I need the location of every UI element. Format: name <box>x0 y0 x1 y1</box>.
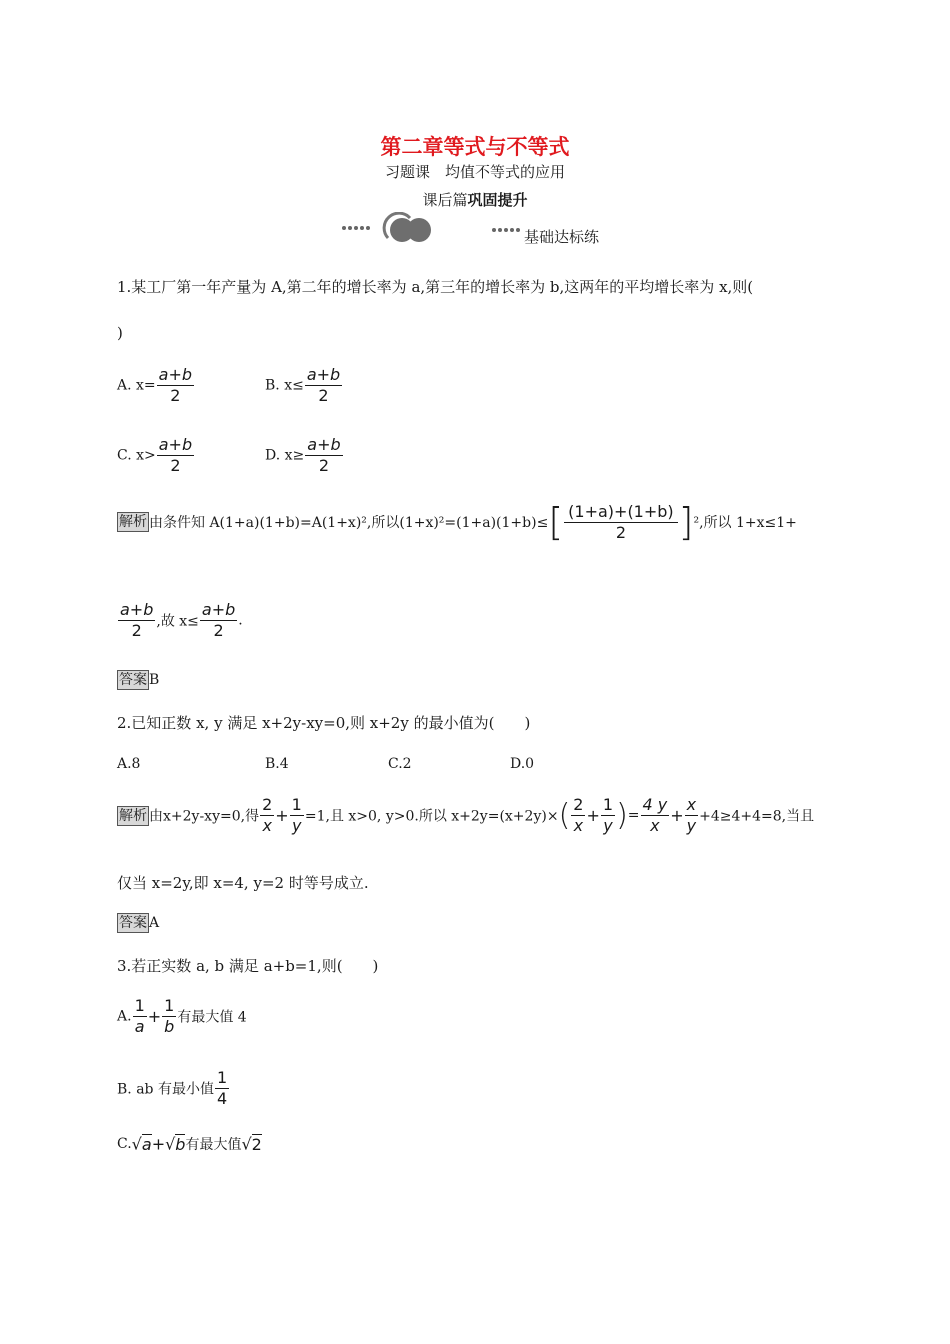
frac-num: 1 <box>164 996 175 1015</box>
q2-option-a: A.8 <box>117 756 141 772</box>
analysis-badge: 解析 <box>119 514 147 530</box>
sqrt-icon: √ <box>241 1134 252 1154</box>
radicand: 2 <box>251 1134 262 1154</box>
frac-num: a+b <box>201 600 236 619</box>
radical-a <box>132 1134 152 1154</box>
frac-num: a+b <box>158 435 193 454</box>
q1-analysis-line2 <box>117 600 243 641</box>
q1-analysis <box>117 500 797 544</box>
q2-an-3: = <box>627 807 640 824</box>
q1-option-b <box>265 365 343 406</box>
frac-num: 2 <box>262 795 273 814</box>
radical-2 <box>241 1134 261 1154</box>
analysis-badge: 解析 <box>119 807 147 824</box>
q1-option-d <box>265 435 344 476</box>
q2-analysis-line2: 仅当 x=2y,即 x=4, y=2 时等号成立. <box>117 874 369 892</box>
tier-decoration-icon <box>340 212 540 244</box>
q2-frac-1y <box>290 795 304 836</box>
q1-option-c-label: C. x> <box>117 447 156 464</box>
q1-option-b-label: B. x≤ <box>265 377 304 394</box>
q3-frac-1a <box>133 996 147 1037</box>
q1-option-d-fraction <box>305 435 342 476</box>
q2-an-prefix: 由 <box>149 808 163 825</box>
q1-line2-end: . <box>238 612 243 629</box>
q1-option-c <box>117 435 195 476</box>
q2-option-b: B.4 <box>265 756 289 772</box>
q1-stem-end: ) <box>117 324 123 342</box>
q3-option-c <box>117 1134 262 1154</box>
frac-num: 1 <box>134 996 145 1015</box>
radicand: b <box>175 1134 186 1154</box>
q2-an-2: =1,且 x>0, y>0.所以 x+2y=(x+2y)× <box>304 808 559 825</box>
frac-den: x <box>650 816 660 835</box>
q2-frac-1y-b <box>601 795 615 836</box>
frac-den: a <box>134 1017 145 1036</box>
right-paren: ) <box>616 798 628 833</box>
tier-label: 基础达标练 <box>524 228 600 246</box>
q1-option-a-label: A. x= <box>117 377 156 394</box>
left-paren: ( <box>558 798 571 833</box>
frac-den: x <box>262 816 272 835</box>
q3-option-a-prefix: A. <box>117 1008 132 1025</box>
left-bracket: [ <box>548 500 564 544</box>
frac-num: a+b <box>120 600 154 619</box>
frac-num: a+b <box>158 365 193 384</box>
frac-num: 1 <box>602 795 614 814</box>
radicand: a <box>141 1134 152 1154</box>
q2-an-1: x+2y-xy=0,得 <box>163 808 260 825</box>
q3-option-b <box>117 1068 230 1109</box>
frac-den: 2 <box>170 386 181 405</box>
section-heading <box>0 189 950 210</box>
frac-num: a+b <box>307 435 341 454</box>
q3-frac-1b <box>162 996 176 1037</box>
q1-line2-mid: ,故 x≤ <box>156 613 199 630</box>
sqrt-icon: √ <box>131 1134 142 1154</box>
q2-option-c: C.2 <box>388 756 412 772</box>
q3-option-a-suffix: 有最大值 4 <box>177 1009 247 1026</box>
frac-num: 4 y <box>642 795 668 814</box>
plus-sign: + <box>147 1007 162 1026</box>
q3-option-a <box>117 996 247 1037</box>
q2-analysis <box>117 795 814 836</box>
q3-option-c-prefix: C. <box>117 1136 132 1152</box>
q2-answer-value: A <box>149 915 160 931</box>
q2-frac-xy <box>685 795 698 836</box>
q2-stem: 2.已知正数 x, y 满足 x+2y-xy=0,则 x+2y 的最小值为( ) <box>117 714 531 732</box>
q1-bracket-fraction <box>564 502 678 543</box>
tier-banner <box>340 212 540 248</box>
q1-analysis-text: 由条件知 A(1+a)(1+b)=A(1+x)²,所以(1+x)²=(1+a)(1+b)≤ <box>149 515 549 531</box>
sqrt-icon: √ <box>165 1134 176 1154</box>
frac-den: y <box>292 816 302 835</box>
q1-option-a-fraction <box>157 365 194 406</box>
q1-analysis-fraction-1 <box>118 600 155 641</box>
q2-option-d: D.0 <box>510 756 535 772</box>
q2-frac-2x-b <box>571 795 585 836</box>
q1-option-c-fraction <box>157 435 194 476</box>
q1-analysis-fraction-2 <box>200 600 237 641</box>
frac-den: 2 <box>213 621 224 640</box>
q2-answer <box>117 913 159 933</box>
lesson-subtitle: 习题课 均值不等式的应用 <box>384 163 565 181</box>
radical-b <box>165 1134 185 1154</box>
frac-den: b <box>164 1017 175 1036</box>
frac-den: 2 <box>170 456 181 475</box>
frac-den: 2 <box>318 386 329 405</box>
section-bold: 巩固提升 <box>467 191 528 209</box>
frac-den: x <box>573 816 584 835</box>
q1-analysis-tail: ²,所以 1+x≤1+ <box>693 515 797 531</box>
frac-den: y <box>603 816 613 835</box>
q3-frac-1-4 <box>215 1068 229 1109</box>
answer-badge: 答案 <box>119 915 147 931</box>
frac-num: (1+a)+(1+b) <box>564 502 678 523</box>
q1-option-a <box>117 365 195 406</box>
plus-sign: + <box>151 1134 166 1154</box>
q1-option-d-label: D. x≥ <box>265 447 305 464</box>
answer-badge: 答案 <box>119 672 147 688</box>
frac-den: 2 <box>318 456 330 475</box>
section-prefix: 课后篇 <box>422 191 468 209</box>
q2-frac-4yx <box>641 795 670 836</box>
right-bracket: ] <box>678 500 694 544</box>
q2-frac-2x <box>260 795 274 836</box>
frac-den: 2 <box>615 522 626 542</box>
q3-option-c-suffix: 有最大值 <box>185 1137 242 1153</box>
q1-option-b-fraction <box>305 365 342 406</box>
frac-den: y <box>686 816 697 835</box>
q1-stem: 1.某工厂第一年产量为 A,第二年的增长率为 a,第三年的增长率为 b,这两年的平均增长率为 x,则( <box>117 278 754 296</box>
plus-sign: + <box>670 806 684 825</box>
plus-sign: + <box>586 806 600 825</box>
q1-answer-value: B <box>149 672 160 688</box>
q1-answer <box>117 670 159 690</box>
frac-den: 2 <box>131 621 142 640</box>
frac-num: 1 <box>216 1068 228 1087</box>
frac-den: 4 <box>216 1089 228 1108</box>
q2-an-4: +4≥4+4=8,当且 <box>699 808 815 825</box>
frac-num: a+b <box>306 365 341 384</box>
frac-num: 1 <box>291 795 302 814</box>
frac-num: 2 <box>573 795 584 814</box>
page-title: 第二章等式与不等式 <box>380 134 570 159</box>
q3-stem: 3.若正实数 a, b 满足 a+b=1,则( ) <box>117 957 379 975</box>
q3-option-b-prefix: B. ab 有最小值 <box>117 1081 214 1098</box>
plus-sign: + <box>275 806 289 825</box>
frac-num: x <box>686 795 697 814</box>
